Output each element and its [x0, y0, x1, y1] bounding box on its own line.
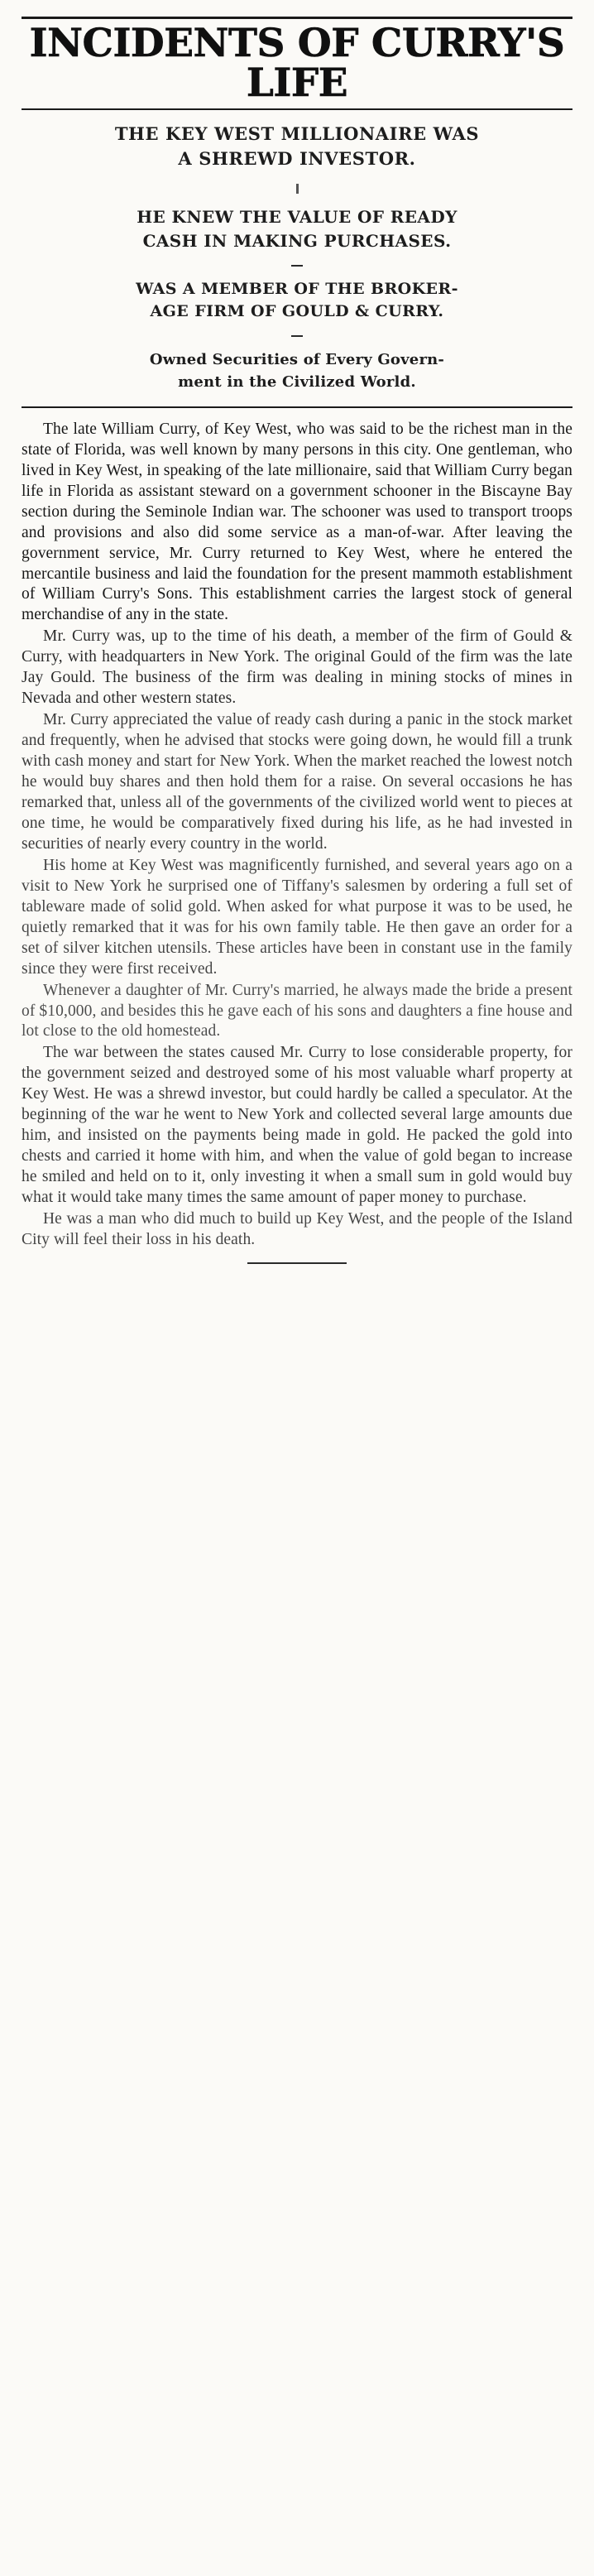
deck-2-line-2: CASH IN MAKING PURCHASES.	[142, 230, 452, 251]
subheadline-deck-1	[22, 122, 572, 172]
article-end-rule	[247, 1262, 347, 1264]
deck-4-line-2: ment in the Civilized World.	[178, 372, 416, 391]
article-paragraph: Mr. Curry appreciated the value of ready cash during a panic in the stock market and frequently, when he advised that stocks were going down, he would fill a trunk with cash money and start for New York. When the market reached the lowest notch he would buy shares and then hold them for a raise. On several occasions he has remarked that, unless all of the governments of the civilized world went to pieces at one time, he would be comparatively fixed during his life, as he had invested in securities of nearly every country in the world.	[22, 711, 572, 853]
article-body	[22, 420, 572, 1251]
page-title: INCIDENTS OF CURRY'S LIFE	[29, 21, 565, 106]
deck-separator-rule-2	[291, 335, 303, 337]
deck-1-line-1: THE KEY WEST MILLIONAIRE WAS	[114, 123, 480, 144]
deck-4-line-1: Owned Securities of Every Govern-	[149, 350, 445, 368]
article-paragraph: The war between the states caused Mr. Curry to lose considerable property, for the government seized and destroyed some of his most valuable wharf property at Key West. He was a shrewd investor, but could hardly be called a speculator. At the beginning of the war he went to New York and collected several large amounts due him, and insisted on the payments being made in gold. He packed the gold into chests and carried it home with him, and when the value of gold began to increase he smiled and held on to it, only investing it when a small sum in gold would buy what it would take many times the same amount of paper money to purchase.	[22, 1044, 572, 1207]
subheadline-deck-4	[22, 348, 572, 393]
deck-1-line-2: A SHREWD INVESTOR.	[178, 148, 416, 170]
article-paragraph: The late William Curry, of Key West, who was said to be the richest man in the state of Florida, was well known by many persons in this city. One gentleman, who lived in Key West, in speaking of the late millionaire, said that William Curry began life in Florida as assistant steward on a government schooner in the Biscayne Bay section during the Seminole Indian war. The schooner was used to transport troops and provisions and also did some service as a man-of-war. After leaving the government service, Mr. Curry returned to Key West, where he entered the mercantile business and laid the foundation for the present mammoth establishment of William Curry's Sons. This establishment carries the largest stock of general merchandise of any in the state.	[22, 420, 572, 624]
article-paragraph: Mr. Curry was, up to the time of his death, a member of the firm of Gould & Curry, with headquarters in New York. The original Gould of the firm was the late Jay Gould. The business of the firm was dealing in mining stocks of mines in Nevada and other western states.	[22, 627, 572, 708]
deck-3-line-1: WAS A MEMBER OF THE BROKER-	[136, 279, 458, 298]
deck-separator-rule-1	[291, 265, 303, 267]
deck-separator-dot-1	[296, 184, 299, 194]
subheadline-deck-3	[22, 278, 572, 324]
deck-2-line-1: HE KNEW THE VALUE OF READY	[137, 206, 457, 227]
masthead-top-rule	[22, 17, 572, 19]
headline-bottom-rule	[22, 108, 572, 110]
article-paragraph: He was a man who did much to build up Key West, and the people of the Island City will feel their loss in his death.	[22, 1210, 572, 1249]
article-paragraph: Whenever a daughter of Mr. Curry's married, he always made the bride a present of $10,000, and besides this he gave each of his sons and daughters a fine house and lot close to the old homestead.	[22, 981, 572, 1040]
top-spacer	[22, 8, 572, 13]
decks-bottom-rule	[22, 406, 572, 408]
article-paragraph: His home at Key West was magnificently furnished, and several years ago on a visit to New York he surprised one of Tiffany's salesmen by ordering a full set of tableware made of solid gold. When asked for what purpose it was to be used, he quietly remarked that it was for his own family table. He then gave an order for a set of silver kitchen utensils. These articles have been in constant use in the family since they were first received.	[22, 856, 572, 978]
subheadline-deck-2	[22, 205, 572, 253]
deck-3-line-2: AGE FIRM OF GOULD & CURRY.	[150, 302, 444, 321]
